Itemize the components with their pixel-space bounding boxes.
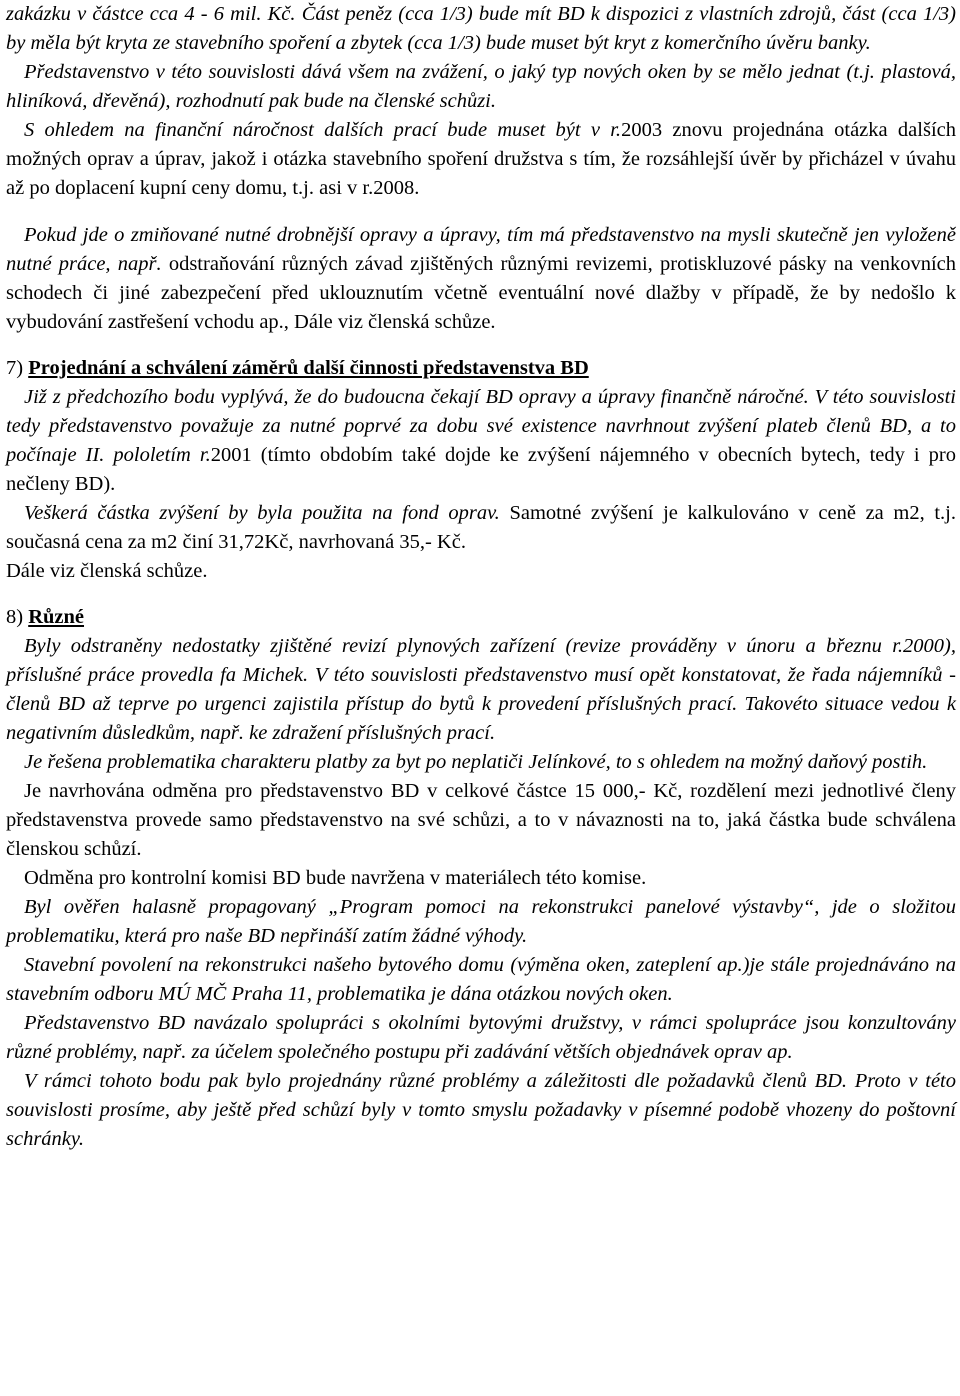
section-7-heading (6, 354, 956, 383)
section-8-text-3: Je navrhována odměna pro představenstvo BD v celkové částce 15 000,- Kč, rozdělení mezi jednotlivé členy představenstva provede samo představenstvo na své schůzi, a to v návaznosti na to, jaká částka bude schválena členskou schůzí. (6, 780, 956, 860)
section-8-text-1: Byly odstraněny nedostatky zjištěné revizí plynových zařízení (revize prováděny v únoru a březnu r.2000), příslušné práce provedla fa Michek. V této souvislosti představenstvo musí opět konstatovat, že řada nájemníků - členů BD až teprve po urgenci zajistila přístup do bytů k provedení příslušných prací. Takovéto situace vedou k negativním důsledkům, např. ke zdražení příslušných prací. (6, 635, 956, 744)
section-8-text-8: V rámci tohoto bodu pak bylo projednány různé problémy a záležitosti dle požadavků členů BD. Proto v této souvislosti prosíme, aby ještě před schůzí byly v tomto smyslu požadavky v písemné podobě vhozeny do poštovní schránky. (6, 1070, 956, 1150)
section-8-text-7: Představenstvo BD navázalo spolupráci s okolními bytovými družstvy, v rámci spolupráce jsou konzultovány různé problémy, např. za účelem společného postupu při zadávání větších objednávek oprav ap. (6, 1012, 956, 1063)
section-7-number: 7) (6, 357, 24, 379)
section-7-text-2a: Veškerá částka zvýšení by byla použita na fond oprav. (24, 502, 500, 524)
section-8-title: Různé (28, 606, 85, 628)
section-8-paragraph-8 (6, 1067, 956, 1154)
section-7-text-1a: Již z předchozího bodu vyplývá, že do budoucna čekají BD opravy a úpravy finančně náročné. (24, 386, 809, 408)
spacer (6, 203, 956, 221)
section-8-paragraph-5 (6, 893, 956, 951)
section-7-paragraph-3 (6, 557, 956, 586)
text-financial-demand-italic: S ohledem na finanční náročnost dalších prací bude muset být v r. (24, 119, 622, 141)
section-8-paragraph-2 (6, 748, 956, 777)
section-7-text-1c: 2001 (tímto obdobím také dojde ke zvýšení nájemného v obecních bytech, tedy i pro nečleny BD). (6, 444, 956, 495)
paragraph-financial-demand (6, 116, 956, 203)
paragraph-funding (6, 0, 956, 58)
text-minor-repairs: odstraňování různých závad zjištěných různými revizemi, protiskluzové pásky na venkovních schodech či jiné zabezpečení před uklouznutím včetně eventuální nové dlažby v případě, že by nedošlo k vybudování zastřešení vchodu ap., Dále viz členská schůze. (6, 253, 957, 333)
text-minor-repairs-italic: Pokud jde o zmiňované nutné drobnější opravy a úpravy, tím má představenstvo na mysli skutečně jen vyloženě nutné práce, např. (6, 224, 956, 275)
section-8-paragraph-4 (6, 864, 956, 893)
section-8-paragraph-6 (6, 951, 956, 1009)
spacer (6, 337, 956, 354)
section-8-text-2: Je řešena problematika charakteru platby za byt po neplatiči Jelínkové, to s ohledem na možný daňový postih. (24, 751, 928, 773)
section-7-title: Projednání a schválení záměrů další činnosti představenstva BD (28, 357, 589, 379)
section-8-text-5: Byl ověřen halasně propagovaný „Program pomoci na rekonstrukci panelové výstavby“, jde o složitou problematiku, která pro naše BD nepřináší zatím žádné výhody. (6, 896, 956, 947)
section-7-paragraph-1 (6, 383, 956, 499)
text-window-type: Představenstvo v této souvislosti dává všem na zvážení, o jaký typ nových oken by se mělo jednat (t.j. plastová, hliníková, dřevěná), rozhodnutí pak bude na členské schůzi. (6, 61, 956, 112)
section-8-number: 8) (6, 606, 24, 628)
paragraph-minor-repairs (6, 221, 956, 337)
section-8-paragraph-1 (6, 632, 956, 748)
spacer (6, 586, 956, 603)
text-funding: zakázku v částce cca 4 - 6 mil. Kč. Část peněz (cca 1/3) bude mít BD k dispozici z vlastních zdrojů, část (cca 1/3) by měla být kryta ze stavebního spoření a zbytek (cca 1/3) bude muset být kryt z komerčního úvěru banky. (6, 3, 956, 54)
section-7-text-1b: V této souvislosti tedy představenstvo považuje za nutné poprvé za dobu své existence navrhnout zvýšení plateb členů BD, a to počínaje II. pololetím r. (6, 386, 956, 466)
section-8-heading (6, 603, 956, 632)
text-financial-demand: 2003 znovu projednána otázka dalších možných oprav a úprav, jakož i otázka stavebního spoření družstva s tím, že rozsáhlejší úvěr by přicházel v úvahu až po doplacení kupní ceny domu, t.j. asi v r.2008. (6, 119, 956, 199)
section-8-text-4: Odměna pro kontrolní komisi BD bude navržena v materiálech této komise. (24, 867, 647, 889)
section-8-text-6: Stavební povolení na rekonstrukci našeho bytového domu (výměna oken, zateplení ap.)je stále projednáváno na stavebním odboru MÚ MČ Praha 11, problematika je dána otázkou nových oken. (6, 954, 956, 1005)
paragraph-window-type (6, 58, 956, 116)
section-7-text-3: Dále viz členská schůze. (6, 560, 208, 582)
section-8-paragraph-7 (6, 1009, 956, 1067)
section-7-paragraph-2 (6, 499, 956, 557)
section-7-text-2b: Samotné zvýšení je kalkulováno v ceně za m2, t.j. současná cena za m2 činí 31,72Kč, navrhovaná 35,- Kč. (6, 502, 956, 553)
section-8-paragraph-3 (6, 777, 956, 864)
